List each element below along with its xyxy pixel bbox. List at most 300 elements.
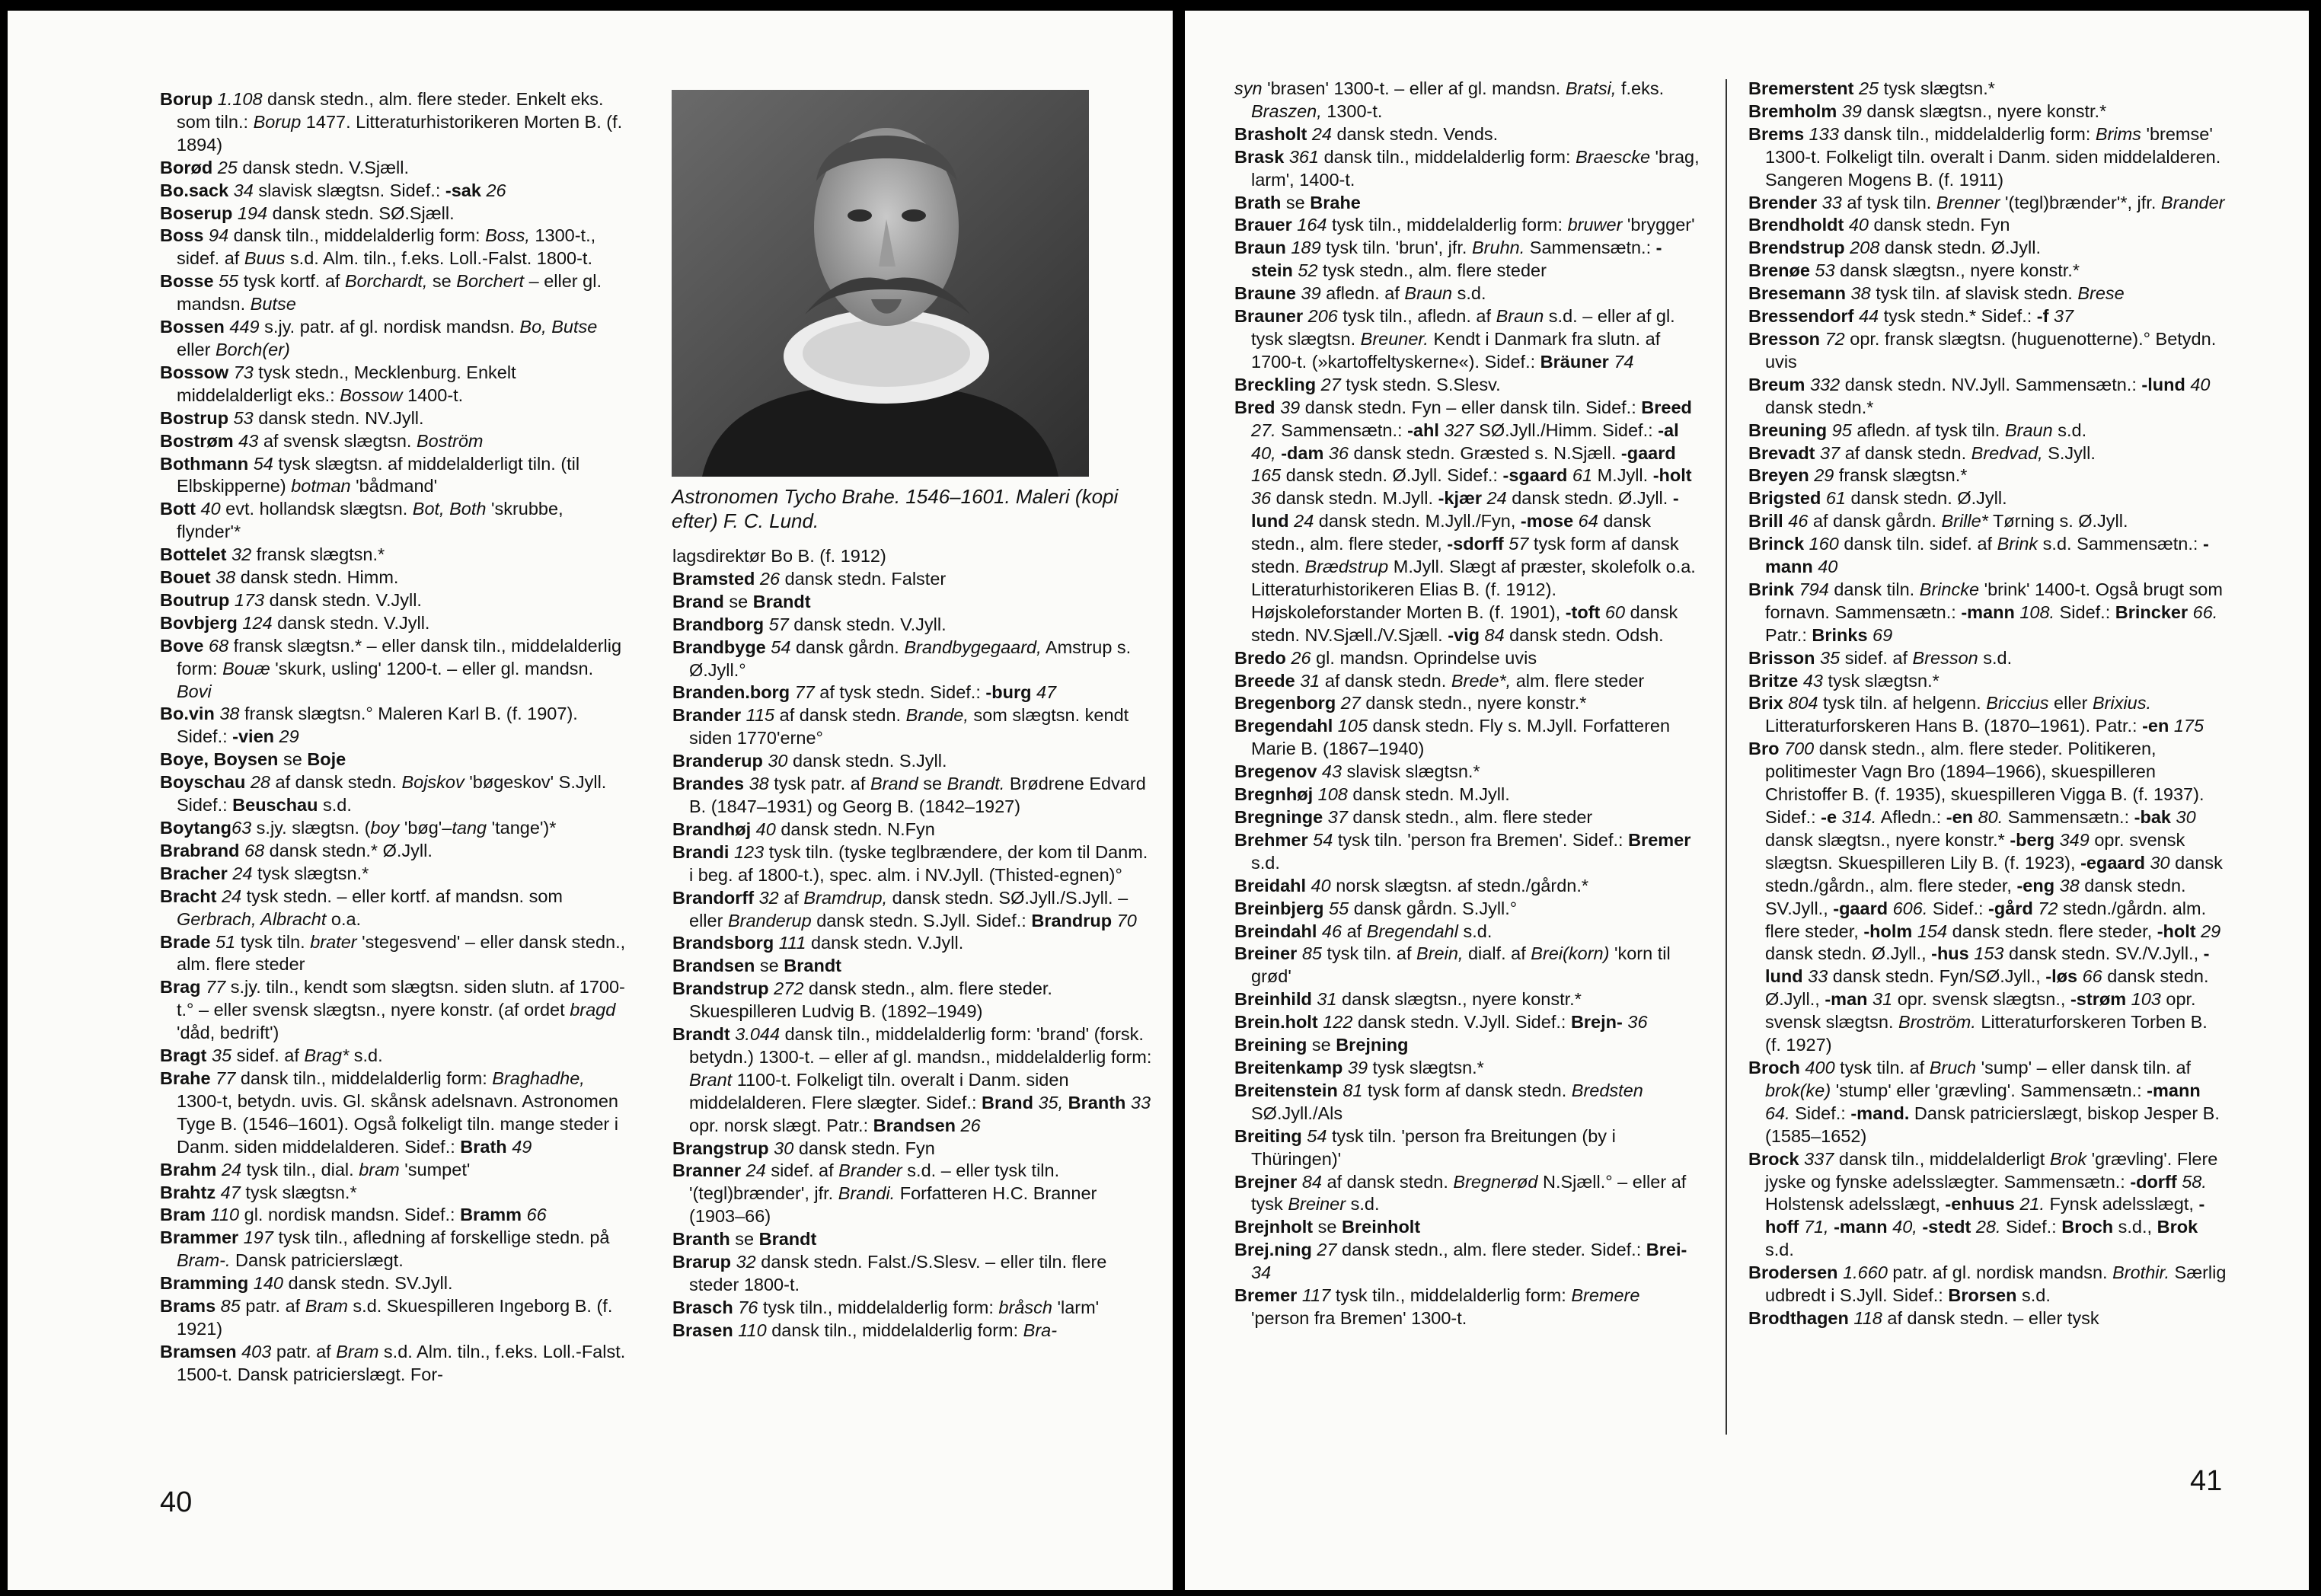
entry-text: 272	[768, 978, 804, 999]
entry-text: eller	[2048, 693, 2093, 713]
dictionary-entry	[1748, 533, 2227, 579]
entry-text: dansk stedn., alm. flere steder. Politikeren, politimester Vagn Bro (1894–1966), skuespilleren Christoffer B. (f. 1935), skuespilleren Vigga B. (f. 1937). Sidef.:	[1765, 739, 2204, 827]
entry-headword: Bresemann	[1748, 283, 1846, 304]
dictionary-entry	[1234, 1125, 1703, 1171]
entry-text: 64	[1573, 511, 1598, 531]
entry-text: 24	[1288, 511, 1314, 531]
entry-text: 24	[741, 1160, 766, 1181]
entry-headword: Bracher	[160, 863, 228, 883]
entry-text: 117	[1297, 1285, 1331, 1306]
dictionary-entry	[1234, 78, 1703, 123]
entry-text: 84	[1297, 1171, 1322, 1192]
entry-text: 'sumpet'	[399, 1159, 471, 1179]
entry-text: fransk slægtsn.° Maleren Karl B. (f. 1907). Sidef.:	[177, 704, 578, 747]
dictionary-entry	[1234, 374, 1703, 397]
dictionary-entry	[1234, 806, 1703, 829]
entry-text: 27	[1336, 693, 1361, 713]
entry-headword: Brahtz	[160, 1182, 216, 1202]
entry-headword: Boss	[160, 225, 204, 246]
dictionary-entry	[1234, 829, 1703, 875]
page-number: 40	[160, 1486, 193, 1518]
entry-text: 123	[729, 841, 765, 862]
entry-text: s.jy. patr. af gl. nordisk mandsn.	[259, 317, 520, 337]
entry-text: 133	[1804, 123, 1839, 144]
dictionary-entry	[1748, 374, 2227, 420]
dictionary-entry	[160, 771, 626, 817]
entry-headword: Brander	[672, 705, 742, 726]
dictionary-entry	[672, 637, 1152, 682]
entry-text: tysk tiln. 'brun', jfr.	[1320, 238, 1472, 258]
dictionary-entry	[160, 498, 626, 544]
entry-headword: Brandbyge	[672, 637, 766, 657]
entry-text: 34	[228, 180, 254, 200]
dictionary-entry	[160, 316, 626, 362]
dictionary-entry	[160, 1159, 626, 1182]
entry-text: dansk stedn. V.Sjæll.	[237, 157, 409, 177]
entry-text: 'tange')*	[487, 818, 557, 838]
entry-text: Brenner	[1936, 192, 2000, 212]
entry-text: eller	[177, 339, 215, 359]
entry-headword: Brask	[1234, 146, 1285, 167]
entry-text: Bremere	[1571, 1285, 1640, 1306]
dictionary-entry	[672, 1228, 1152, 1251]
entry-text: 1400-t.	[402, 385, 464, 405]
dictionary-entry	[1234, 397, 1703, 647]
page-number: 41	[2190, 1465, 2223, 1497]
entry-headword: Brendholdt	[1748, 215, 1844, 235]
entry-text: 175	[2169, 716, 2204, 736]
portrait-caption: Astronomen Tycho Brahe. 1546–1601. Maleri (kopi efter) F. C. Lund.	[672, 485, 1119, 532]
entry-headword: Bremer	[1628, 829, 1691, 850]
entry-headword: Bramsen	[160, 1341, 237, 1361]
entry-text: 27.	[1251, 420, 1276, 440]
entry-text: M.Jyll.	[1592, 465, 1653, 486]
entry-text: Broström.	[1898, 1012, 1976, 1033]
entry-text: tysk tiln. af slavisk stedn.	[1870, 283, 2078, 304]
entry-text: Litteraturforskeren Hans B. (1870–1961). Patr.:	[1765, 716, 2143, 736]
entry-text: 32	[226, 544, 252, 565]
entry-headword: Brenøe	[1748, 260, 1810, 281]
entry-text: Afledn.:	[1876, 807, 1946, 827]
entry-text: Litteraturforskeren Torben B. (f. 1927)	[1765, 1012, 2208, 1055]
entry-text: 47	[215, 1182, 241, 1202]
entry-text: botman	[291, 476, 351, 496]
entry-text: Branderup	[727, 910, 812, 930]
entry-headword: Boyschau	[160, 772, 246, 793]
dictionary-entry	[1234, 1171, 1703, 1217]
entry-text: 160	[1804, 534, 1839, 554]
entry-headword: -mann	[1961, 602, 2015, 622]
entry-text: dansk stedn. Ø.Jyll.	[1879, 238, 2041, 258]
dictionary-entry	[160, 749, 626, 771]
entry-text: Særlig udbredt i S.Jyll. Sidef.:	[1765, 1262, 2227, 1306]
entry-text: opr. fransk slægtsn. (huguenotterne).° Betydn. uvis	[1765, 328, 2217, 372]
entry-headword: Braune	[1234, 283, 1296, 304]
dictionary-entry	[672, 704, 1152, 750]
entry-text: Bredsten	[1571, 1080, 1643, 1100]
entry-headword: Breinholt	[1342, 1217, 1421, 1237]
entry-text: dansk stedn. SØ.Jyll./S.Jyll. – eller	[689, 887, 1129, 930]
entry-text: 95	[1827, 420, 1852, 440]
dictionary-entry	[1234, 1080, 1703, 1125]
entry-text: 37	[1323, 807, 1348, 827]
entry-text: 55	[1323, 898, 1349, 918]
entry-headword: Brandt	[758, 1229, 817, 1250]
entry-headword: Branderup	[672, 751, 763, 771]
right-page-column-1	[1234, 78, 1703, 1330]
entry-text: dansk tiln. sidef. af	[1838, 534, 1997, 554]
entry-text: dansk stedn. NV.Sjæll./V.Sjæll.	[1251, 602, 1678, 645]
entry-text: Fynsk adelsslægt,	[2045, 1194, 2199, 1215]
entry-text: 77	[200, 977, 226, 998]
entry-text: s.d.	[1765, 1240, 1794, 1260]
entry-headword: Broch	[2061, 1217, 2114, 1237]
entry-headword: -holt	[2157, 921, 2196, 941]
entry-text: dansk stedn. Vends.	[1332, 123, 1499, 144]
entry-text: 122	[1317, 1012, 1353, 1033]
entry-headword: Brams	[160, 1296, 216, 1317]
entry-text: 64.	[1765, 1103, 1790, 1123]
entry-text: 26	[1285, 647, 1311, 668]
entry-text: 118	[1848, 1307, 1882, 1328]
entry-headword: Brandt	[672, 1024, 730, 1045]
entry-text: tysk tiln., afledning af forskellige stedn. på	[273, 1227, 610, 1248]
dictionary-entry	[1234, 761, 1703, 784]
entry-text: 'skurk, usling' 1200-t. – eller gl. mandsn.	[270, 658, 594, 678]
dictionary-entry	[160, 612, 626, 635]
entry-text: Buus	[244, 248, 286, 269]
entry-text: 84	[1479, 624, 1505, 645]
dictionary-entry	[1234, 214, 1703, 237]
entry-text: dansk stedn. Falster	[780, 568, 947, 589]
entry-headword: Brevadt	[1748, 442, 1815, 463]
entry-text: dansk slægtsn., nyere konstr.*	[1861, 101, 2107, 121]
entry-text: 68	[239, 840, 265, 860]
dictionary-entry	[1234, 670, 1703, 693]
entry-text: 63	[231, 818, 252, 838]
entry-text: dansk stedn. Falst./S.Slesv. – eller tiln. flere steder 1800-t.	[689, 1252, 1107, 1294]
entry-text: 'skrubbe, flynder'*	[177, 499, 563, 542]
entry-headword: Breiner	[1234, 943, 1298, 964]
entry-text: Brander	[2160, 192, 2225, 212]
dictionary-entry	[672, 545, 1152, 568]
entry-text: 35	[206, 1045, 232, 1066]
entry-text: tysk tiln. 'person fra Bremen'. Sidef.:	[1333, 829, 1629, 850]
entry-headword: Brink	[1748, 579, 1795, 599]
entry-text: se	[1313, 1217, 1342, 1237]
entry-text: slavisk slægtsn. Sidef.:	[253, 180, 445, 200]
dictionary-entry	[1748, 692, 2227, 738]
entry-text: 57	[764, 614, 789, 634]
entry-text: 165	[1251, 465, 1282, 486]
entry-headword: -ahl	[1407, 420, 1439, 440]
entry-text: dansk tiln., middelalderlig form: 'brand' (forsk. betydn.) 1300-t. – eller af gl. mandsn., middelalderlig form:	[689, 1024, 1152, 1067]
entry-text: 53	[228, 407, 254, 428]
entry-text: 32	[754, 887, 779, 908]
entry-text: af dansk stedn.	[774, 705, 906, 726]
entry-headword: Bremholm	[1748, 101, 1837, 121]
entry-headword: -sak	[445, 180, 481, 200]
entry-text: tysk form af dansk stedn.	[1251, 534, 1679, 577]
entry-headword: -enhuus	[1945, 1194, 2015, 1215]
entry-text: tysk slægtsn.*	[1879, 78, 1995, 98]
entry-text: 'bremse' 1300-t. Folkeligt tiln. overalt i Danm. siden middelalderen. Sangeren Mogens B. (f. 1911)	[1765, 123, 2221, 190]
entry-text: Bregendahl	[1366, 921, 1458, 941]
entry-headword: -lund	[1765, 943, 2210, 987]
entry-text: s.d. Sammensætn.:	[2038, 534, 2203, 554]
dictionary-entry	[672, 773, 1152, 819]
entry-headword: Bram	[160, 1205, 206, 1225]
entry-headword: Brabrand	[160, 840, 240, 860]
entry-headword: Boye, Boysen	[160, 749, 279, 770]
entry-headword: Brejner	[1234, 1171, 1298, 1192]
entry-text: sidef. af	[1840, 647, 1913, 668]
entry-text: 700	[1779, 739, 1815, 759]
entry-text: 804	[1783, 693, 1818, 713]
entry-headword: Brill	[1748, 511, 1783, 531]
entry-text: 111	[774, 933, 806, 953]
entry-headword: Brej.ning	[1234, 1240, 1312, 1260]
dictionary-entry	[1748, 1148, 2227, 1262]
entry-headword: Brandorff	[672, 887, 755, 908]
entry-text: 1300-t.	[1321, 101, 1383, 121]
entry-headword: -holm	[1863, 921, 1913, 941]
entry-headword: Bothmann	[160, 453, 249, 474]
entry-text: Bo, Butse	[519, 317, 598, 337]
entry-text: tysk slægtsn. af middelalderligt tiln. (til Elbskipperne)	[177, 453, 580, 496]
entry-text: dansk stedn. Ø.Jyll.,	[1765, 966, 2209, 1010]
entry-text: Brille*	[1941, 511, 1988, 531]
dictionary-entry	[1234, 305, 1703, 374]
entry-headword: Bresson	[1748, 328, 1821, 349]
entry-text: boy	[370, 818, 400, 838]
entry-headword: -holt	[1652, 465, 1692, 486]
entry-headword: -hoff	[1765, 1194, 2205, 1237]
dictionary-entry	[672, 978, 1152, 1023]
entry-text: 77	[210, 1068, 236, 1088]
entry-text: Dansk patricierslægt, biskop Jesper B. (1585–1652)	[1765, 1103, 2220, 1146]
entry-text: s.d. Skuespilleren Ingeborg B. (f. 1921)	[177, 1296, 613, 1339]
entry-text: Bresson	[1912, 647, 1978, 668]
entry-text: 'brag, larm', 1400-t.	[1251, 146, 1700, 190]
entry-text: 46	[1317, 921, 1342, 941]
entry-text: Patr.:	[1765, 624, 1812, 645]
entry-text: 49	[506, 1136, 532, 1157]
entry-headword: Bro	[1748, 739, 1780, 759]
entry-headword: Brandrup	[1031, 910, 1113, 930]
entry-headword: Breum	[1748, 374, 1805, 394]
entry-text: 24	[216, 1159, 242, 1179]
entry-headword: -sgaard	[1502, 465, 1568, 486]
dictionary-entry	[672, 750, 1152, 773]
dictionary-entry	[1234, 988, 1703, 1011]
entry-text: '(tegl)brænder'*, jfr.	[2000, 192, 2161, 212]
entry-headword: Brade	[160, 931, 211, 952]
entry-text: s.d.,	[2113, 1217, 2157, 1237]
entry-text: 173	[229, 589, 265, 610]
entry-text: syn	[1234, 78, 1263, 98]
entry-text: dansk stedn. V.Jyll.	[806, 933, 964, 953]
entry-text: 'stegesvend' – eller dansk stedn., alm. flere steder	[177, 931, 626, 975]
entry-headword: Breede	[1234, 670, 1295, 691]
entry-text: 108	[1313, 784, 1348, 805]
dictionary-entry	[1748, 1057, 2227, 1148]
entry-text: Sammensætn.:	[1524, 238, 1656, 258]
entry-headword: Borød	[160, 157, 213, 177]
entry-text: 76	[733, 1297, 758, 1317]
entry-text: 53	[1809, 260, 1835, 281]
entry-text: 57	[1503, 534, 1529, 554]
entry-text: 105	[1333, 716, 1368, 736]
entry-text: 'dåd, bedrift')	[177, 1023, 279, 1043]
entry-text: patr. af gl. nordisk mandsn.	[1887, 1262, 2113, 1283]
entry-headword: -hus	[1931, 943, 1969, 964]
entry-text: o.a.	[326, 908, 362, 929]
entry-text: 154	[1912, 921, 1948, 941]
entry-text: Brok	[2049, 1148, 2087, 1169]
entry-headword: Brandes	[672, 774, 745, 794]
dictionary-entry	[160, 430, 626, 453]
entry-text: dansk stedn. SV.Jyll.,	[1765, 875, 2186, 918]
dictionary-entry	[672, 841, 1152, 887]
dictionary-entry	[1748, 282, 2227, 305]
entry-text: SØ.Jyll./Als	[1251, 1103, 1343, 1123]
entry-text: 327	[1438, 420, 1474, 440]
entry-text: 61	[1567, 465, 1593, 486]
entry-headword: -kjær	[1438, 488, 1483, 509]
entry-text: Braun	[1404, 283, 1453, 304]
entry-text: tysk stedn. S.Slesv.	[1340, 374, 1501, 394]
portrait-image	[672, 90, 1089, 477]
entry-headword: Breidahl	[1234, 875, 1307, 895]
entry-text: bruwer	[1567, 215, 1623, 235]
entry-text: Sidef.:	[1789, 1103, 1851, 1123]
entry-headword: Brigsted	[1748, 488, 1821, 509]
entry-text: 33	[1125, 1092, 1151, 1112]
dictionary-entry	[160, 863, 626, 886]
dictionary-entry	[160, 1227, 626, 1272]
entry-headword: Brein.holt	[1234, 1012, 1318, 1033]
entry-text: 'korn til grød'	[1251, 943, 1671, 987]
entry-text: 606.	[1888, 898, 1928, 918]
dictionary-entry	[1748, 670, 2227, 693]
entry-text: 'sump' – eller dansk tiln. af	[1976, 1057, 2192, 1077]
entry-headword: Brinks	[1812, 624, 1868, 645]
entry-text: dansk stedn. Fly s. M.Jyll. Forfatteren Marie B. (1867–1940)	[1251, 716, 1671, 759]
entry-headword: Bragt	[160, 1045, 207, 1066]
entry-text: af	[1342, 921, 1367, 941]
entry-headword: -eng	[2016, 875, 2055, 895]
entry-text: Sammensætn.:	[2003, 807, 2134, 827]
entry-text: Braun	[2004, 420, 2053, 440]
entry-text: 'brygger'	[1622, 215, 1695, 235]
entry-headword: -gård	[1988, 898, 2033, 918]
entry-text: tysk stedn., alm. flere steder	[1317, 260, 1547, 281]
entry-text: 25	[1853, 78, 1879, 98]
entry-headword: Brei-	[1646, 1240, 1687, 1260]
entry-text: 81	[1337, 1080, 1363, 1100]
dictionary-entry	[1748, 123, 2227, 192]
dictionary-entry	[160, 270, 626, 316]
entry-text: 60	[1600, 602, 1626, 622]
entry-text: – eller gl. mandsn.	[177, 271, 602, 314]
entry-text: s.d.	[349, 1045, 383, 1066]
entry-headword: Brauner	[1234, 306, 1304, 327]
entry-text: 37	[1815, 442, 1841, 463]
entry-headword: Brandsen	[873, 1115, 956, 1135]
entry-headword: Brejnholt	[1234, 1217, 1314, 1237]
entry-text: 35	[1815, 647, 1841, 668]
entry-text: dansk tiln., middelalderlig form:	[228, 225, 486, 246]
entry-text: se	[730, 1229, 759, 1250]
entry-text: tysk tiln., middelalderlig form:	[1330, 1285, 1572, 1306]
entry-text: Butse	[250, 294, 296, 314]
entry-text: brater	[310, 931, 357, 952]
entry-text: 30	[768, 1138, 794, 1158]
entry-text: 47	[1031, 682, 1057, 703]
dictionary-entry	[1234, 1216, 1703, 1239]
entry-headword: Brasen	[672, 1320, 733, 1340]
entry-text: 400	[1799, 1057, 1835, 1077]
entry-text: 31	[1295, 670, 1320, 691]
entry-text: 40	[1812, 557, 1838, 577]
entry-text: 28	[245, 772, 270, 793]
dictionary-entry	[1748, 305, 2227, 328]
entry-headword: Bregnhøj	[1234, 784, 1314, 805]
entry-headword: Bramming	[160, 1273, 249, 1294]
entry-text: s.d.	[2052, 420, 2087, 440]
dictionary-entry	[1748, 78, 2227, 101]
entry-headword: -sdorff	[1447, 534, 1504, 554]
entry-text: 66	[522, 1205, 547, 1225]
entry-text: 27	[1316, 374, 1341, 394]
dictionary-entry	[1748, 1307, 2227, 1330]
entry-text: 403	[236, 1341, 272, 1361]
entry-text: 314.	[1837, 807, 1877, 827]
entry-text: S.Jyll.	[2042, 442, 2096, 463]
entry-text: dansk stedn., alm. flere steder. Skuespilleren Ludvig B. (1892–1949)	[689, 978, 1052, 1022]
dictionary-entry	[160, 567, 626, 589]
entry-text: s.d.	[1978, 647, 2013, 668]
entry-headword: Brasholt	[1234, 123, 1307, 144]
dictionary-entry	[160, 1295, 626, 1341]
entry-text: 103	[2126, 989, 2161, 1010]
dictionary-entry	[1234, 123, 1703, 146]
entry-text: Brødrene Edvard B. (1847–1931) og Georg B. (1842–1927)	[689, 774, 1146, 816]
entry-headword: Bregenborg	[1234, 693, 1336, 713]
entry-text: Tørning s. Ø.Jyll.	[1987, 511, 2128, 531]
entry-text: dansk stedn. V.Jyll.	[264, 589, 422, 610]
entry-headword: -stein	[1251, 238, 1662, 281]
dictionary-entry	[1748, 420, 2227, 442]
dictionary-entry	[672, 1320, 1152, 1342]
entry-text: 40,	[1887, 1217, 1917, 1237]
entry-text: dansk tiln., middelalderlig form:	[1319, 146, 1576, 167]
entry-text: 69	[1867, 624, 1893, 645]
entry-headword: Bregninge	[1234, 807, 1323, 827]
entry-text: 'bådmand'	[350, 476, 438, 496]
entry-text: af	[778, 887, 804, 908]
entry-text: Bram	[305, 1296, 348, 1317]
entry-text: dansk stedn. SV./V.Jyll.,	[2003, 943, 2204, 964]
entry-text: af dansk gårdn.	[1808, 511, 1942, 531]
entry-headword: -egaard	[2080, 852, 2145, 873]
entry-text: dansk stedn. V.Jyll.	[272, 612, 430, 633]
entry-text: 153	[1968, 943, 2004, 964]
entry-headword: Bredo	[1234, 647, 1286, 668]
entry-text: Forfatteren H.C. Branner (1903–66)	[689, 1183, 1097, 1227]
entry-headword: Bremerstent	[1748, 78, 1854, 98]
